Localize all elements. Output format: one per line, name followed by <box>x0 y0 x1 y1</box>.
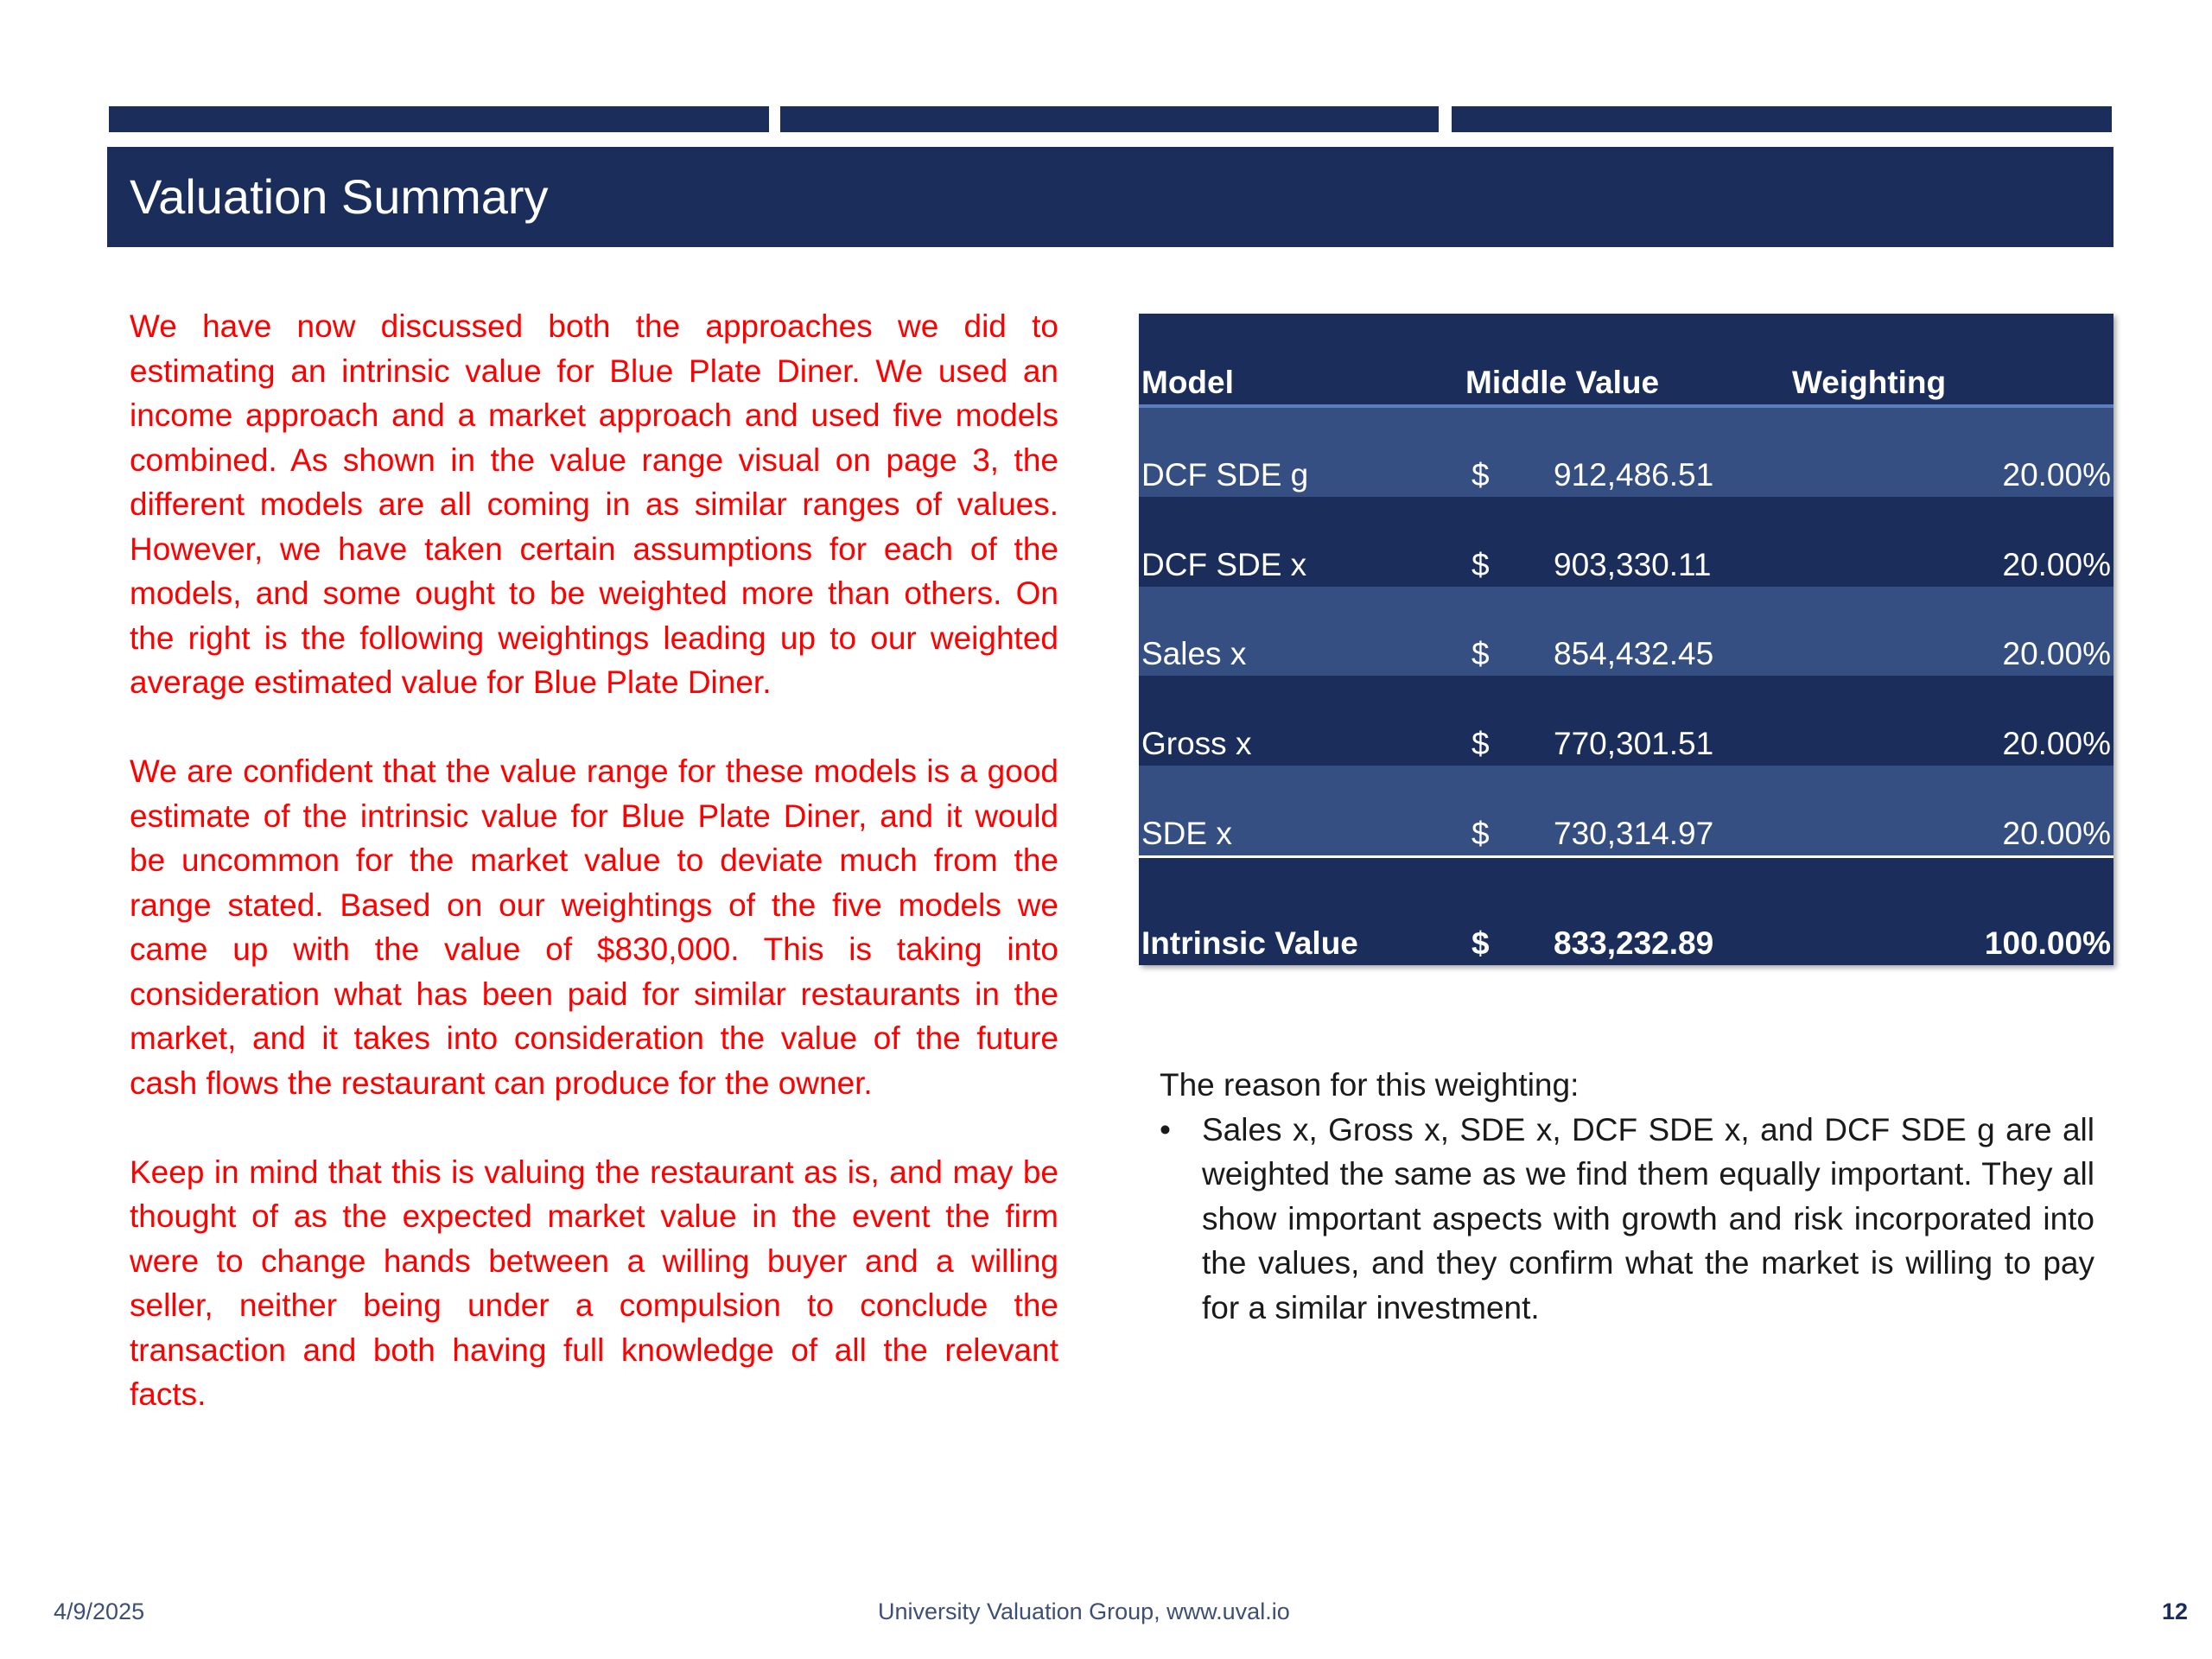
total-currency: $ <box>1471 925 1490 961</box>
row-weighting: 20.00% <box>2002 816 2111 851</box>
slide-title: Valuation Summary <box>130 169 549 224</box>
row-value: 903,330.11 <box>1554 547 1712 582</box>
row-currency: $ <box>1471 816 1490 851</box>
header-decor-bar-1 <box>109 106 769 132</box>
row-value: 730,314.97 <box>1554 816 1714 851</box>
footer-organization: University Valuation Group, www.uval.io <box>878 1599 1290 1624</box>
list-item <box>1160 1108 2094 1331</box>
reason-list <box>1160 1108 2094 1331</box>
summary-paragraph-2: We are confident that the value range for these models is a good estimate of the intrinsic value for Blue Plate Diner, and it would be uncommon for the market value to deviate much from the range stated. Based on our weightings of the five models we came up with the value of $830,000. This is taking into consideration what has been paid for similar restaurants in the market, and it takes into consideration the value of the future cash flows the restaurant can produce for the owner. <box>130 753 1058 1101</box>
row-currency: $ <box>1471 636 1490 671</box>
row-currency: $ <box>1471 726 1490 761</box>
row-currency: $ <box>1471 457 1490 493</box>
row-weighting: 20.00% <box>2002 636 2111 671</box>
reason-bullet-text: Sales x, Gross x, SDE x, DCF SDE x, and DCF SDE g are all weighted the same as we find them equally important. They all show important aspects with growth and risk incorporated into the values, and they confirm what the market is willing to pay for a similar investment. <box>1202 1111 2094 1325</box>
table-row <box>1139 408 2113 497</box>
row-model: SDE x <box>1141 816 1232 851</box>
summary-paragraph-1: We have now discussed both the approaches we did to estimating an intrinsic value for Blue Plate Diner. We used an income approach and a market approach and used five models combined. As shown in the value range visual on page 3, the different models are all coming in as similar ranges of values. However, we have taken certain assumptions for each of the models, and some ought to be weighted more than others. On the right is the following weightings leading up to our weighted average estimated value for Blue Plate Diner. <box>130 308 1058 700</box>
row-value: 854,432.45 <box>1554 636 1714 671</box>
table-row <box>1139 766 2113 855</box>
reason-title: The reason for this weighting: <box>1160 1067 1580 1103</box>
page-number: 12 <box>2162 1599 2189 1624</box>
summary-paragraph-3: Keep in mind that this is valuing the restaurant as is, and may be thought of as the expected market value in the event the firm were to change hands between a willing buyer and a willing seller, neither being under a compulsion to conclude the transaction and both having full knowledge of all the relevant facts. <box>130 1154 1058 1412</box>
table-total-row <box>1139 858 2113 965</box>
row-currency: $ <box>1471 547 1490 582</box>
footer-date: 4/9/2025 <box>54 1599 145 1624</box>
row-model: Sales x <box>1141 636 1247 671</box>
row-value: 770,301.51 <box>1554 726 1714 761</box>
row-value: 912,486.51 <box>1554 457 1714 493</box>
table-row <box>1139 587 2113 676</box>
header-decor-bar-2 <box>780 106 1439 132</box>
table-row <box>1139 676 2113 766</box>
total-label: Intrinsic Value <box>1141 925 1358 961</box>
header-middle-value: Middle Value <box>1465 365 1660 400</box>
weighting-reason <box>1160 1063 2094 1330</box>
header-decor-bar-3 <box>1452 106 2112 132</box>
title-band <box>107 147 2113 247</box>
row-model: DCF SDE x <box>1141 547 1307 582</box>
row-weighting: 20.00% <box>2002 547 2111 582</box>
header-weighting: Weighting <box>1792 365 1947 400</box>
bullet-icon: • <box>1160 1111 1171 1147</box>
row-weighting: 20.00% <box>2002 726 2111 761</box>
table-row <box>1139 497 2113 587</box>
row-model: DCF SDE g <box>1141 457 1309 493</box>
total-weighting: 100.00% <box>1984 925 2111 961</box>
header-model: Model <box>1141 365 1234 400</box>
row-weighting: 20.00% <box>2002 457 2111 493</box>
table-header-row <box>1139 314 2113 404</box>
row-model: Gross x <box>1141 726 1252 761</box>
valuation-table <box>1139 314 2113 965</box>
total-value: 833,232.89 <box>1554 925 1714 961</box>
summary-text <box>130 304 1058 1461</box>
